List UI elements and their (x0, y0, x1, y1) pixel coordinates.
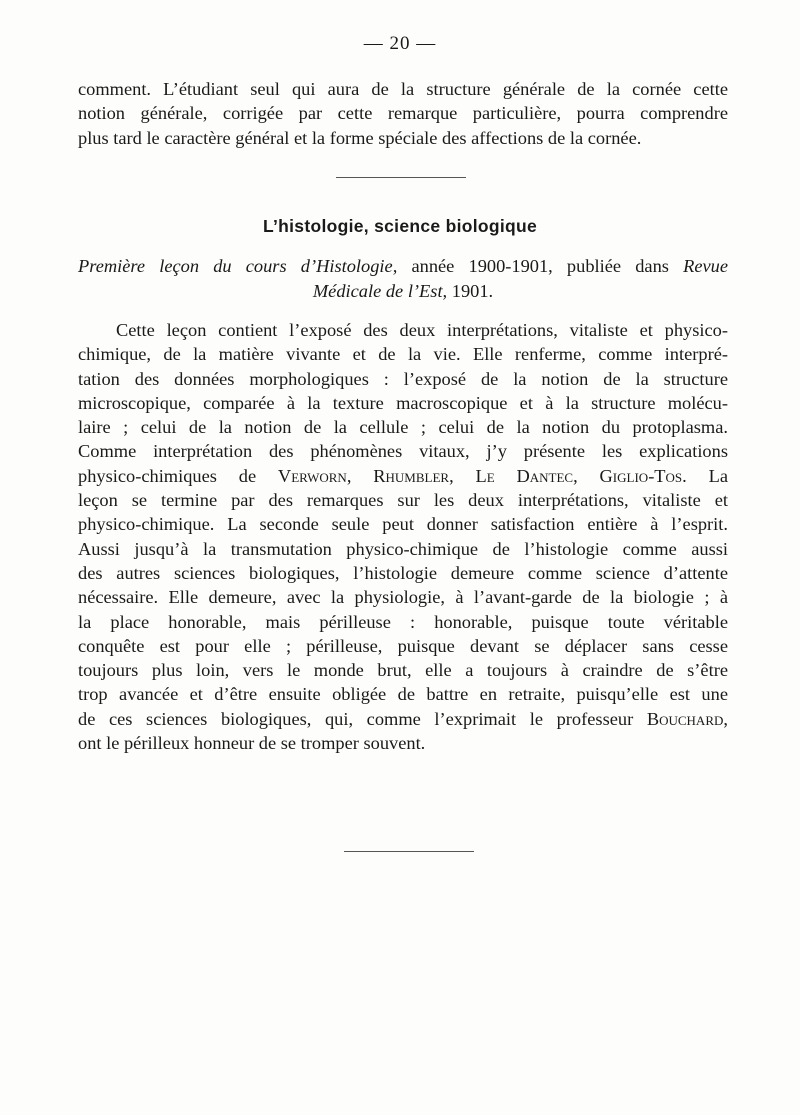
intro-paragraph (78, 77, 728, 150)
author-name: Le Dantec (475, 465, 574, 486)
section-title: L’histologie, science biologique (262, 216, 538, 236)
text-line: microscopique, comparée à la texture macroscopique et à la structure molécu- (78, 392, 728, 413)
text-line: Aussi jusqu’à la transmutation physico-chimique de l’histologie comme aussi (78, 538, 728, 559)
text-line: toujours plus loin, vers le monde brut, elle a toujours à craindre de s’être (78, 660, 728, 681)
citation-date: 1901. (447, 280, 494, 301)
page-number: — 20 — (363, 33, 437, 54)
author-name: Rhumbler (373, 465, 450, 486)
separator-rule (336, 177, 466, 178)
author-name: Verworn (277, 465, 347, 486)
text-line: Comme interprétation des phénomènes vitaux, j’y présente les explications (78, 441, 728, 462)
text-line (78, 464, 728, 488)
text-line: plus tard le caractère général et la forme spéciale des affections de la cornée. (78, 127, 642, 148)
line-fragment: . La (682, 465, 728, 486)
text-line: comment. L’étudiant seul qui aura de la structure générale de la cornée cette (78, 79, 728, 99)
line-fragment: , (449, 465, 476, 486)
text-line: notion générale, corrigée par cette remarque particulière, pourra comprendre (78, 103, 728, 124)
text-line: des autres sciences biologiques, l’histologie demeure comme science d’attente (78, 562, 728, 583)
citation-year: année 1900-1901, publiée dans (397, 256, 684, 276)
line-fragment: , (346, 465, 374, 486)
line-fragment: physico-chimiques de (78, 465, 278, 486)
text-line: chimique, de la matière vivante et de la vie. Elle renferme, comme interpré- (78, 344, 728, 365)
text-line: physico-chimique. La seconde seule peut donner satisfaction entière à l’esprit. (78, 514, 728, 535)
citation-journal-a: Revue (683, 256, 729, 276)
text-line: nécessaire. Elle demeure, avec la physiologie, à l’avant-garde de la biologie ; à (78, 587, 728, 608)
citation-journal-b: Médicale de l’Est, (312, 280, 448, 301)
text-line: leçon se termine par des remarques sur les deux interprétations, vitaliste et (78, 490, 728, 511)
line-fragment: de ces sciences biologiques, qui, comme l’exprimait le professeur (78, 708, 647, 729)
text-line: Cette leçon contient l’exposé des deux interprétations, vitaliste et physico- (116, 320, 728, 340)
text-line (78, 707, 728, 731)
text-line: tation des données morphologiques : l’exposé de la notion de la structure (78, 368, 728, 389)
text-line: conquête est pour elle ; périlleuse, puisque devant se déplacer sans cesse (78, 635, 728, 656)
author-name: Giglio-Tos (599, 465, 683, 486)
text-line: ont le périlleux honneur de se tromper souvent. (78, 733, 426, 754)
text-line: laire ; celui de la notion de la cellule ; celui de la notion du protoplasma. (78, 417, 728, 438)
citation-course: Première leçon du cours d’Histologie, (78, 256, 398, 276)
author-name: Bouchard (646, 708, 724, 729)
line-fragment: , (573, 465, 600, 486)
citation-line (78, 254, 728, 279)
separator-rule (344, 851, 474, 852)
text-line: la place honorable, mais périlleuse : honorable, puisque toute véritable (78, 611, 728, 632)
body-paragraph (78, 318, 728, 755)
text-line: trop avancée et d’être ensuite obligée de battre en retraite, puisqu’elle est une (78, 684, 728, 705)
citation-line (78, 279, 728, 304)
citation (78, 254, 728, 303)
line-fragment: , (723, 708, 728, 729)
